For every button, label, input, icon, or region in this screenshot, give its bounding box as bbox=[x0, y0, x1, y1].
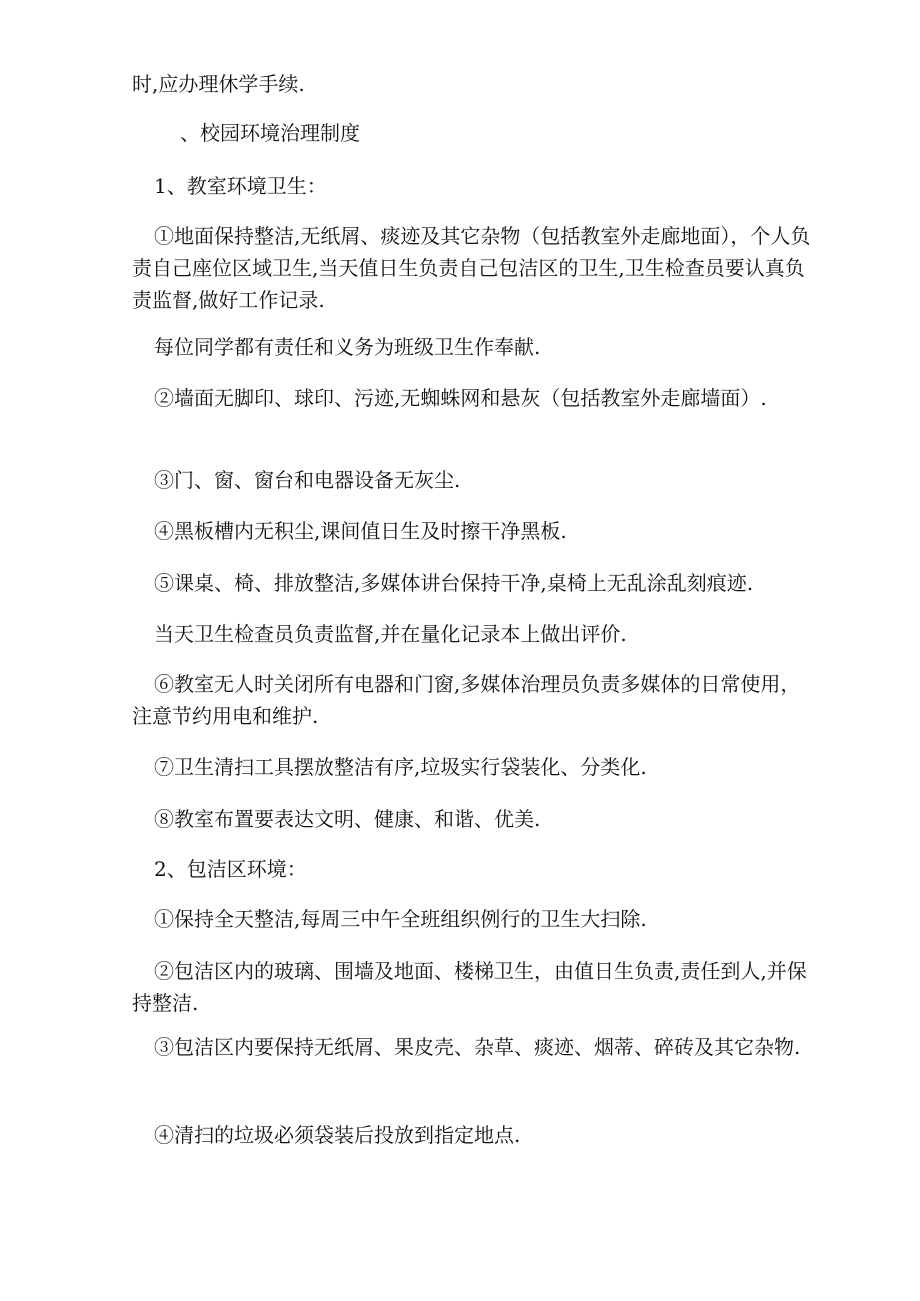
paragraph-decoration-rules: ⑧教室布置要表达文明、健康、和谐、优美. bbox=[154, 807, 541, 831]
paragraph-leave-procedure: 时,应办理休学手续. bbox=[132, 72, 305, 96]
subheading-classroom-hygiene: 1、教室环境卫生： bbox=[154, 174, 327, 198]
paragraph-desk-rules: ⑤课桌、椅、排放整洁,多媒体讲台保持干净,桌椅上无乱涂乱刻痕迹. bbox=[154, 571, 754, 595]
paragraph-student-duty: 每位同学都有责任和义务为班级卫生作奉献. bbox=[154, 335, 541, 359]
paragraph-weekly-cleaning: ①保持全天整洁,每周三中午全班组织例行的卫生大扫除. bbox=[154, 907, 647, 931]
paragraph-electric-rules: ⑥教室无人时关闭所有电器和门窗,多媒体治理员负责多媒体的日常使用，注意节约用电和维护. bbox=[132, 672, 801, 728]
subheading-cleaning-area: 2、包洁区环境： bbox=[154, 857, 307, 881]
paragraph-garbage-disposal: ④清扫的垃圾必须袋装后投放到指定地点. bbox=[154, 1123, 521, 1147]
paragraph-wall-rules: ②墙面无脚印、球印、污迹,无蜘蛛网和悬灰（包括教室外走廊墙面）. bbox=[154, 386, 767, 410]
paragraph-area-responsibility: ②包洁区内的玻璃、围墙及地面、楼梯卫生，由值日生负责,责任到人,并保持整洁. bbox=[132, 959, 807, 1015]
paragraph-tools-rules: ⑦卫生清扫工具摆放整洁有序,垃圾实行袋装化、分类化. bbox=[154, 755, 647, 779]
paragraph-floor-rules: ①地面保持整洁,无纸屑、痰迹及其它杂物（包括教室外走廊地面），个人负责自己座位区域卫生,当天值日生负责自己包洁区的卫生,卫生检查员要认真负责监督,做好工作记录. bbox=[132, 224, 811, 312]
paragraph-blackboard-rules: ④黑板槽内无积尘,课间值日生及时擦干净黑板. bbox=[154, 519, 567, 543]
paragraph-door-window-rules: ③门、窗、窗台和电器设备无灰尘. bbox=[154, 468, 461, 492]
section-heading-campus-environment: 、校园环境治理制度 bbox=[180, 121, 360, 145]
paragraph-inspector-rules: 当天卫生检查员负责监督,并在量化记录本上做出评价. bbox=[154, 622, 627, 646]
paragraph-area-cleanliness: ③包洁区内要保持无纸屑、果皮壳、杂草、痰迹、烟蒂、碎砖及其它杂物. bbox=[154, 1035, 801, 1059]
